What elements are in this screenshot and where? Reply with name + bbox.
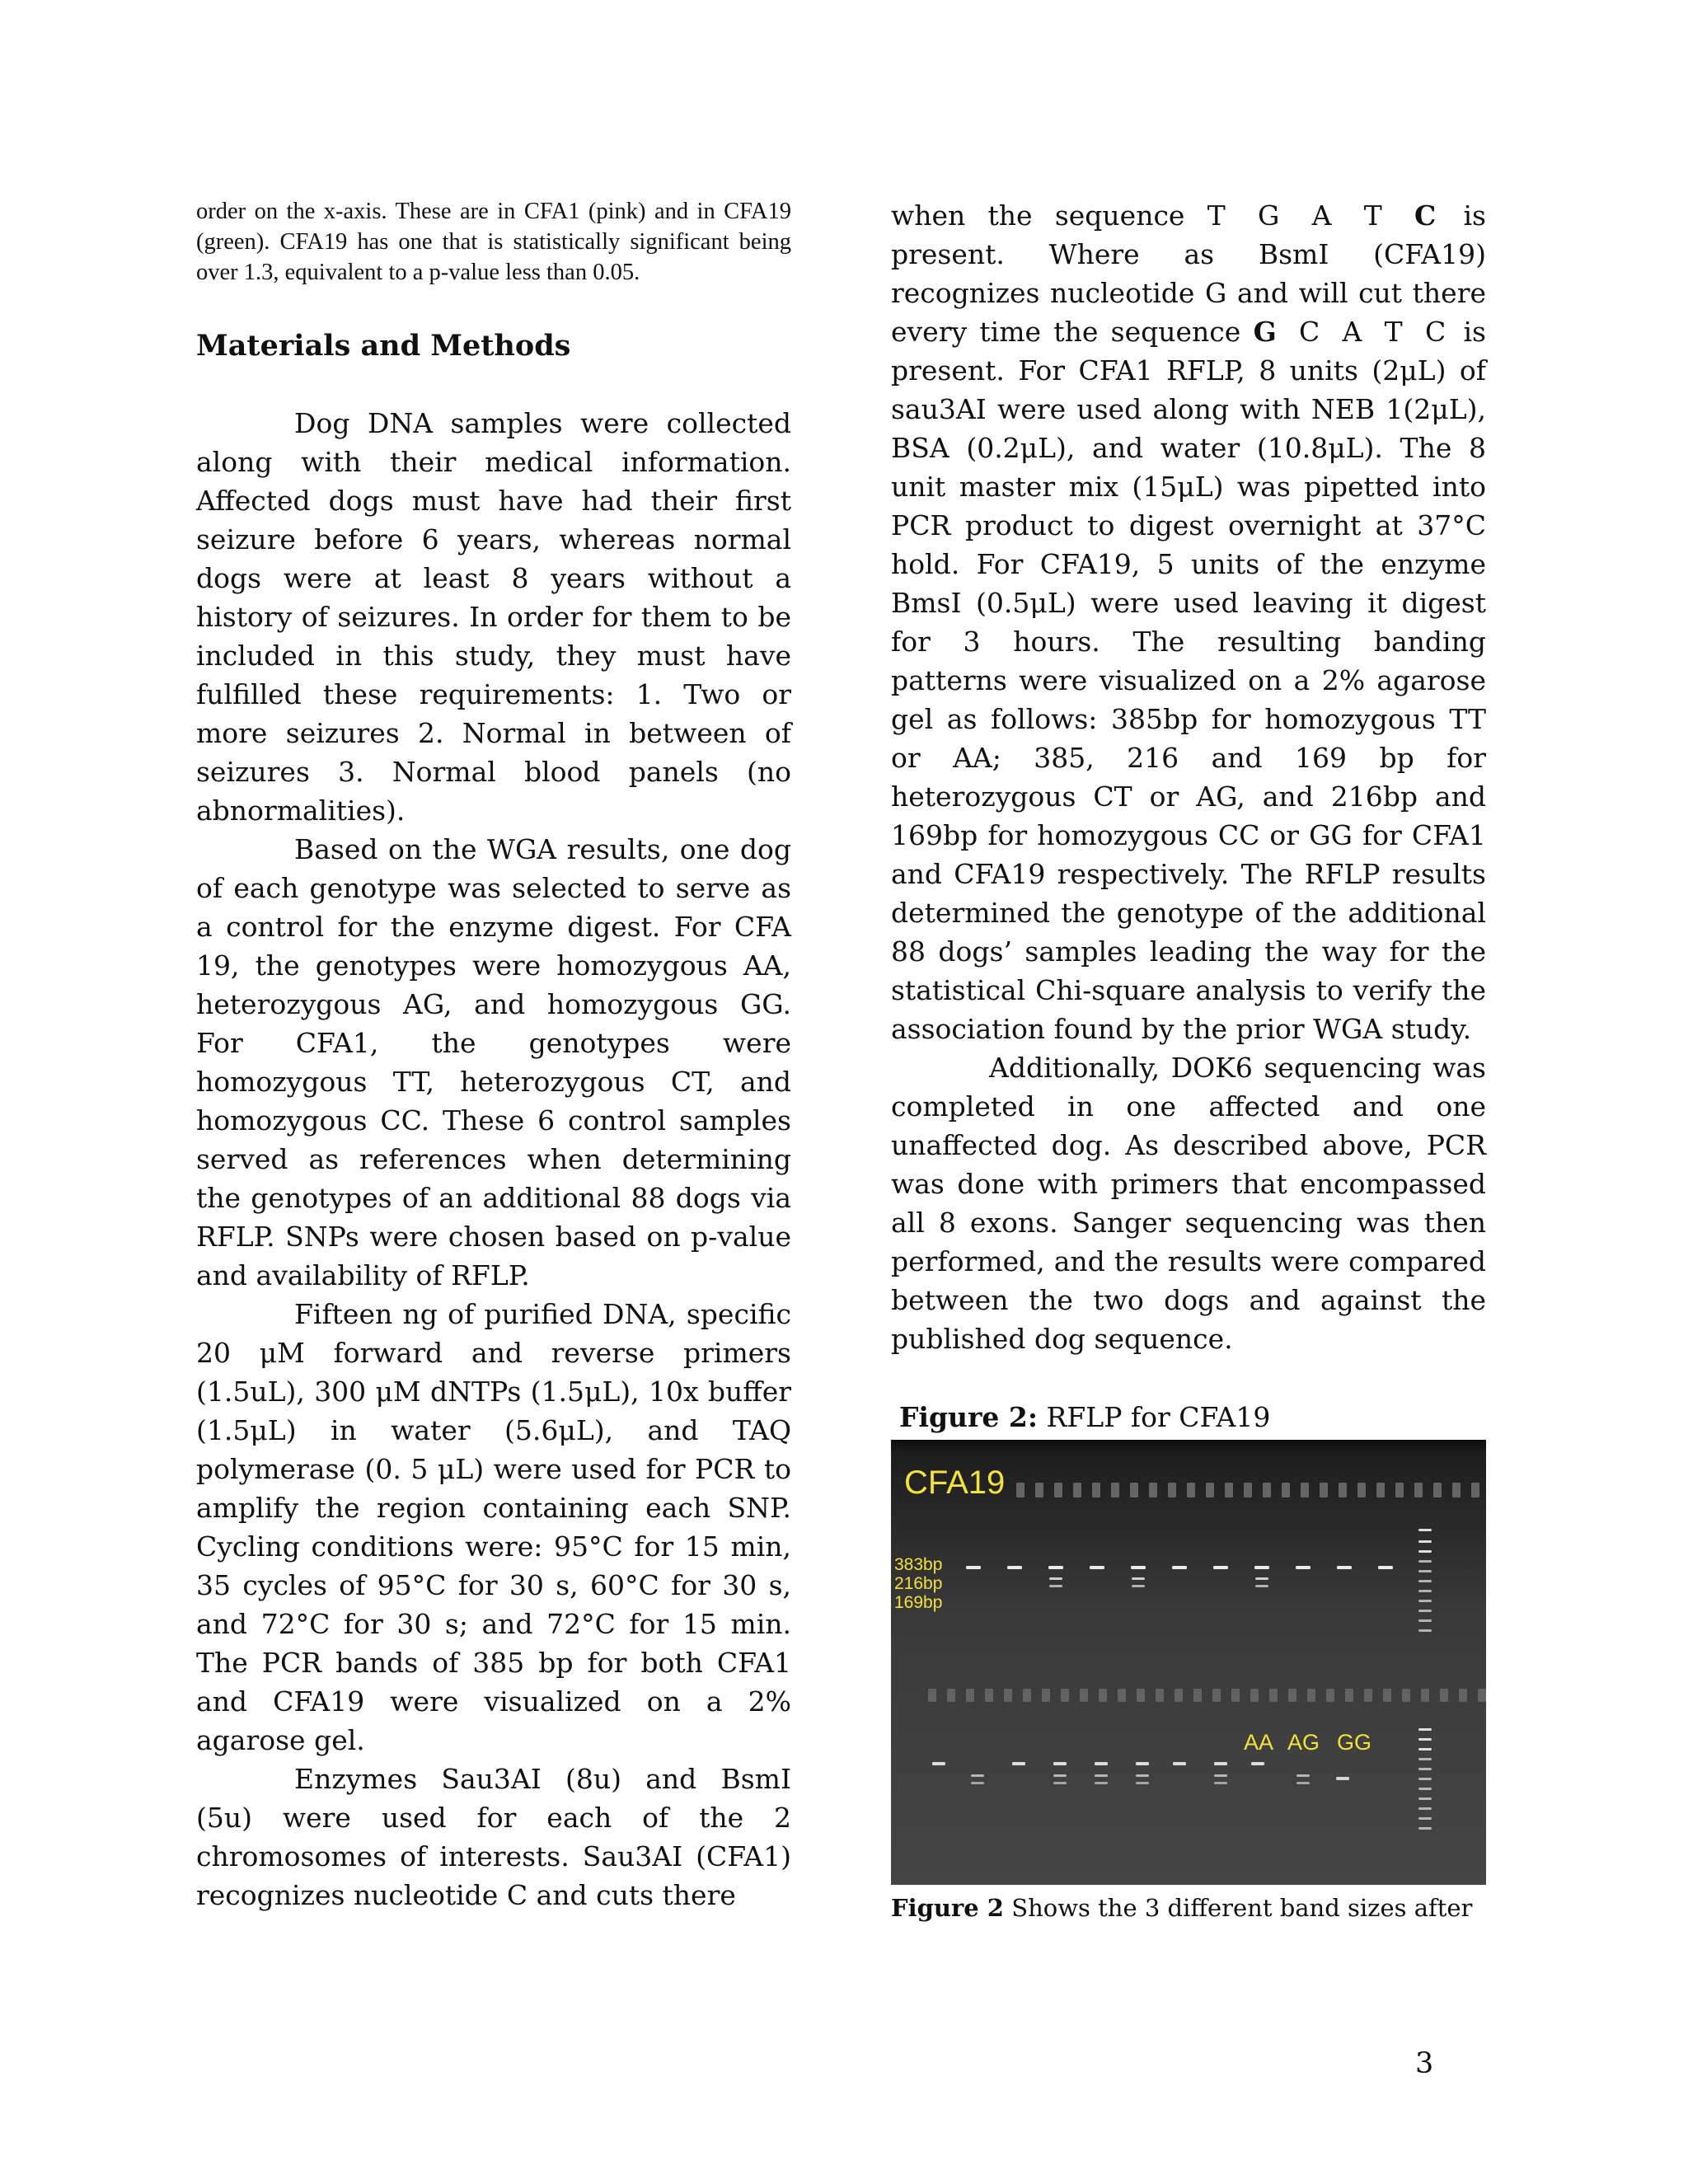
gel-band bbox=[1296, 1774, 1310, 1777]
gel-well bbox=[1156, 1689, 1164, 1702]
gel-well bbox=[1376, 1483, 1385, 1497]
ladder-band bbox=[1418, 1590, 1432, 1592]
gel-band bbox=[1053, 1774, 1067, 1777]
text-fragment: is present. Where as BsmI (CFA19) recognizes nucleotide G and will cut there every time the sequence bbox=[891, 199, 1486, 348]
figure-2-caption bbox=[891, 1891, 1486, 1924]
gel-well bbox=[1073, 1483, 1081, 1497]
gel-band bbox=[1296, 1782, 1310, 1784]
gel-band bbox=[1336, 1777, 1349, 1780]
sequence-plain: C A T C bbox=[1299, 316, 1451, 348]
paragraph-enzyme-digest: Enzymes Sau3AI (8u) and BsmI (5u) were used for each of the 2 chromosomes of interests. Sau3AI (CFA1) recognizes nucleotide C and cuts there bbox=[196, 1763, 791, 1911]
gel-well bbox=[1225, 1483, 1233, 1497]
gel-band bbox=[1012, 1762, 1025, 1765]
gel-band bbox=[1214, 1762, 1227, 1765]
gel-well bbox=[1250, 1689, 1259, 1702]
gel-well bbox=[1364, 1689, 1372, 1702]
gel-well bbox=[947, 1689, 955, 1702]
gel-band bbox=[1090, 1566, 1104, 1569]
gel-band bbox=[1214, 1774, 1227, 1777]
paragraph-control-selection: Based on the WGA results, one dog of each genotype was selected to serve as a control for the enzyme digest. For CFA 19, the genotypes were homozygous AA, heterozygous AG, and homozygous GG. For CFA1, the genotypes were homozygous TT, heterozygous CT, and homozygous CC. These 6 control samples served as references when determining the genotypes of an additional 88 dogs via RFLP. SNPs were chosen based on p-value and availability of RFLP. bbox=[196, 833, 791, 1291]
gel-well bbox=[1421, 1689, 1429, 1702]
gel-title-label: CFA19 bbox=[904, 1465, 1006, 1501]
ladder-band bbox=[1418, 1580, 1432, 1582]
gel-well bbox=[1395, 1483, 1404, 1497]
genotype-label-ag: AG bbox=[1287, 1730, 1320, 1755]
left-column bbox=[196, 196, 791, 1915]
gel-well bbox=[1339, 1483, 1347, 1497]
gel-band bbox=[1095, 1782, 1108, 1784]
figure-2-caption-text: Shows the 3 different band sizes after bbox=[1011, 1894, 1473, 1922]
gel-band bbox=[971, 1782, 984, 1784]
gel-well bbox=[1149, 1483, 1157, 1497]
ladder-band bbox=[1418, 1758, 1432, 1760]
ladder-band bbox=[1418, 1560, 1432, 1563]
page-number: 3 bbox=[1415, 2047, 1434, 2080]
gel-band bbox=[1053, 1762, 1067, 1765]
ladder-band bbox=[1418, 1728, 1432, 1731]
paragraph-dok6-sequencing: Additionally, DOK6 sequencing was completed in one affected and one unaffected dog. As described above, PCR was done with primers that encompassed all 8 exons. Sanger sequencing was then performed, and the results were compared between the two dogs and against the published dog sequence. bbox=[891, 1052, 1486, 1355]
ladder-band bbox=[1418, 1570, 1432, 1572]
gel-well bbox=[928, 1689, 936, 1702]
ladder-band bbox=[1418, 1619, 1432, 1622]
gel-band bbox=[1296, 1566, 1311, 1569]
ladder-band bbox=[1418, 1748, 1432, 1750]
gel-well bbox=[1288, 1689, 1296, 1702]
gel-well bbox=[1345, 1689, 1353, 1702]
gel-well bbox=[1206, 1483, 1214, 1497]
gel-band bbox=[1136, 1762, 1149, 1765]
gel-well bbox=[1035, 1483, 1043, 1497]
gel-band bbox=[1132, 1577, 1145, 1580]
gel-band bbox=[1095, 1762, 1108, 1765]
gel-band bbox=[966, 1566, 981, 1569]
ladder-band bbox=[1418, 1529, 1432, 1531]
ladder-band bbox=[1418, 1768, 1432, 1770]
ladder-band bbox=[1418, 1610, 1432, 1612]
gel-well bbox=[1130, 1483, 1138, 1497]
ladder-band bbox=[1418, 1797, 1432, 1800]
gel-bands-graphic bbox=[891, 1440, 1486, 1885]
band-size-label-383: 383bp bbox=[894, 1555, 943, 1574]
gel-band bbox=[1132, 1585, 1145, 1587]
gel-well bbox=[1175, 1689, 1183, 1702]
gel-well bbox=[1061, 1689, 1069, 1702]
gel-well bbox=[1168, 1483, 1176, 1497]
band-size-label-169: 169bp bbox=[894, 1593, 943, 1612]
gel-well bbox=[1433, 1483, 1442, 1497]
ladder-band bbox=[1418, 1788, 1432, 1790]
section-heading-materials-methods: Materials and Methods bbox=[196, 329, 571, 363]
gel-well bbox=[1452, 1483, 1461, 1497]
gel-well bbox=[1092, 1483, 1100, 1497]
ladder-band bbox=[1418, 1540, 1432, 1543]
gel-band bbox=[1337, 1566, 1352, 1569]
gel-well bbox=[1326, 1689, 1334, 1702]
gel-well bbox=[1118, 1689, 1126, 1702]
gel-well bbox=[1054, 1483, 1062, 1497]
gel-well bbox=[1099, 1689, 1107, 1702]
gel-well bbox=[1459, 1689, 1467, 1702]
ladder-band bbox=[1418, 1738, 1432, 1741]
gel-well bbox=[1471, 1483, 1479, 1497]
gel-band bbox=[1049, 1585, 1062, 1587]
ladder-band bbox=[1418, 1550, 1432, 1553]
paragraph-sample-collection: Dog DNA samples were collected along with their medical information. Affected dogs must have had their first seizure before 6 years, whereas normal dogs were at least 8 years without a history of seizures. In order for them to be included in this study, they must have fulfilled these requirements: 1. Two or more seizures 2. Normal in between of seizures 3. Normal blood panels (no abnormalities). bbox=[196, 407, 791, 827]
gel-well bbox=[1016, 1483, 1025, 1497]
gel-band bbox=[1213, 1566, 1228, 1569]
text-fragment: is present. For CFA1 RFLP, 8 units (2μL) of sau3AI were used along with NEB 1(2μL), BSA (0.2μL), and water (10.8μL). The 8 unit master mix (15μL) was pipetted into PCR product to digest overnight at 37°C hold. For CFA19, 5 units of the enzyme BmsI (0.5μL) were used leaving it digest for 3 hours. The resulting banding patterns were visualized on a 2% agarose gel as follows: 385bp for homozygous TT or AA; 385, 216 and 169 bp for heterozygous CT or AG, and 216bp and 169bp for homozygous CC or GG for CFA1 and CFA19 respectively. The RFLP results determined the genotype of the additional 88 dogs’ samples leading the way for the statistical Chi-square analysis to verify the association found by the prior WGA study. bbox=[891, 316, 1486, 1045]
gel-band bbox=[1172, 1566, 1187, 1569]
figure-2-caption-label: Figure 2 bbox=[891, 1894, 1004, 1922]
figure-2-title bbox=[899, 1398, 1486, 1436]
gel-well bbox=[1042, 1689, 1050, 1702]
gel-well bbox=[1357, 1483, 1366, 1497]
gel-band bbox=[1378, 1566, 1393, 1569]
figure-1-caption-continued: order on the x-axis. These are in CFA1 (pink) and in CFA19 (green). CFA19 has one that is statistically significant being over 1.3, equivalent to a p-value less than 0.05. bbox=[196, 199, 791, 285]
gel-band bbox=[1136, 1774, 1149, 1777]
sequence-bold-nucleotide: C bbox=[1414, 199, 1442, 232]
gel-band bbox=[1007, 1566, 1022, 1569]
gel-band bbox=[1255, 1585, 1268, 1587]
gel-well bbox=[1137, 1689, 1145, 1702]
gel-electrophoresis-image bbox=[891, 1440, 1486, 1885]
text-fragment: when the sequence bbox=[891, 199, 1185, 232]
gel-well bbox=[1301, 1483, 1309, 1497]
gel-band bbox=[1136, 1782, 1149, 1784]
gel-well bbox=[1004, 1689, 1012, 1702]
sequence-gcatc bbox=[1254, 316, 1451, 348]
gel-band bbox=[1214, 1782, 1227, 1784]
gel-well bbox=[1383, 1689, 1391, 1702]
ladder-band bbox=[1418, 1629, 1432, 1632]
genotype-label-aa: AA bbox=[1244, 1730, 1274, 1755]
gel-band bbox=[971, 1774, 984, 1777]
ladder-band bbox=[1418, 1817, 1432, 1820]
band-size-label-216: 216bp bbox=[894, 1574, 943, 1593]
ladder-band bbox=[1418, 1778, 1432, 1780]
sequence-plain: T G A T bbox=[1207, 199, 1387, 232]
gel-well bbox=[1478, 1689, 1486, 1702]
ladder-band bbox=[1418, 1827, 1432, 1830]
gel-well bbox=[1187, 1483, 1195, 1497]
gel-band bbox=[1254, 1566, 1269, 1569]
gel-well bbox=[1244, 1483, 1252, 1497]
gel-band bbox=[1049, 1577, 1062, 1580]
gel-well bbox=[1402, 1689, 1410, 1702]
gel-well bbox=[985, 1689, 993, 1702]
right-column bbox=[891, 196, 1486, 1924]
gel-well bbox=[1307, 1689, 1315, 1702]
sequence-tgatc bbox=[1207, 199, 1442, 232]
gel-band bbox=[932, 1762, 945, 1765]
gel-well bbox=[1269, 1689, 1278, 1702]
gel-band bbox=[1053, 1782, 1067, 1784]
gel-well bbox=[1080, 1689, 1088, 1702]
genotype-label-gg: GG bbox=[1337, 1730, 1372, 1755]
figure-2-title-text: RFLP for CFA19 bbox=[1046, 1401, 1271, 1433]
gel-band bbox=[1048, 1566, 1063, 1569]
gel-well bbox=[1231, 1689, 1240, 1702]
gel-well bbox=[1282, 1483, 1290, 1497]
ladder-band bbox=[1418, 1600, 1432, 1602]
gel-well bbox=[1023, 1689, 1031, 1702]
gel-well bbox=[1320, 1483, 1328, 1497]
gel-band bbox=[1255, 1577, 1268, 1580]
gel-well bbox=[1212, 1689, 1221, 1702]
gel-band bbox=[1095, 1774, 1108, 1777]
gel-well bbox=[1440, 1689, 1448, 1702]
paragraph-rflp-continued bbox=[891, 196, 1486, 1048]
gel-well bbox=[1193, 1689, 1202, 1702]
gel-band bbox=[1131, 1566, 1146, 1569]
sequence-bold-nucleotide: G bbox=[1253, 316, 1282, 348]
gel-band bbox=[1251, 1762, 1264, 1765]
gel-well bbox=[1263, 1483, 1271, 1497]
gel-well bbox=[1414, 1483, 1423, 1497]
gel-band bbox=[1173, 1762, 1186, 1765]
gel-well bbox=[1111, 1483, 1119, 1497]
figure-2-label: Figure 2: bbox=[899, 1401, 1039, 1433]
ladder-band bbox=[1418, 1807, 1432, 1810]
gel-well bbox=[966, 1689, 974, 1702]
paragraph-pcr-protocol: Fifteen ng of purified DNA, specific 20 μM forward and reverse primers (1.5uL), 300 μM dNTPs (1.5μL), 10x buffer (1.5μL) in water (5.6μL), and TAQ polymerase (0. 5 μL) were used for PCR to amplify the region containing each SNP. Cycling conditions were: 95°C for 15 min, 35 cycles of 95°C for 30 s, 60°C for 30 s, and 72°C for 30 s; and 72°C for 15 min. The PCR bands of 385 bp for both CFA1 and CFA19 were visualized on a 2% agarose gel. bbox=[196, 1298, 791, 1756]
